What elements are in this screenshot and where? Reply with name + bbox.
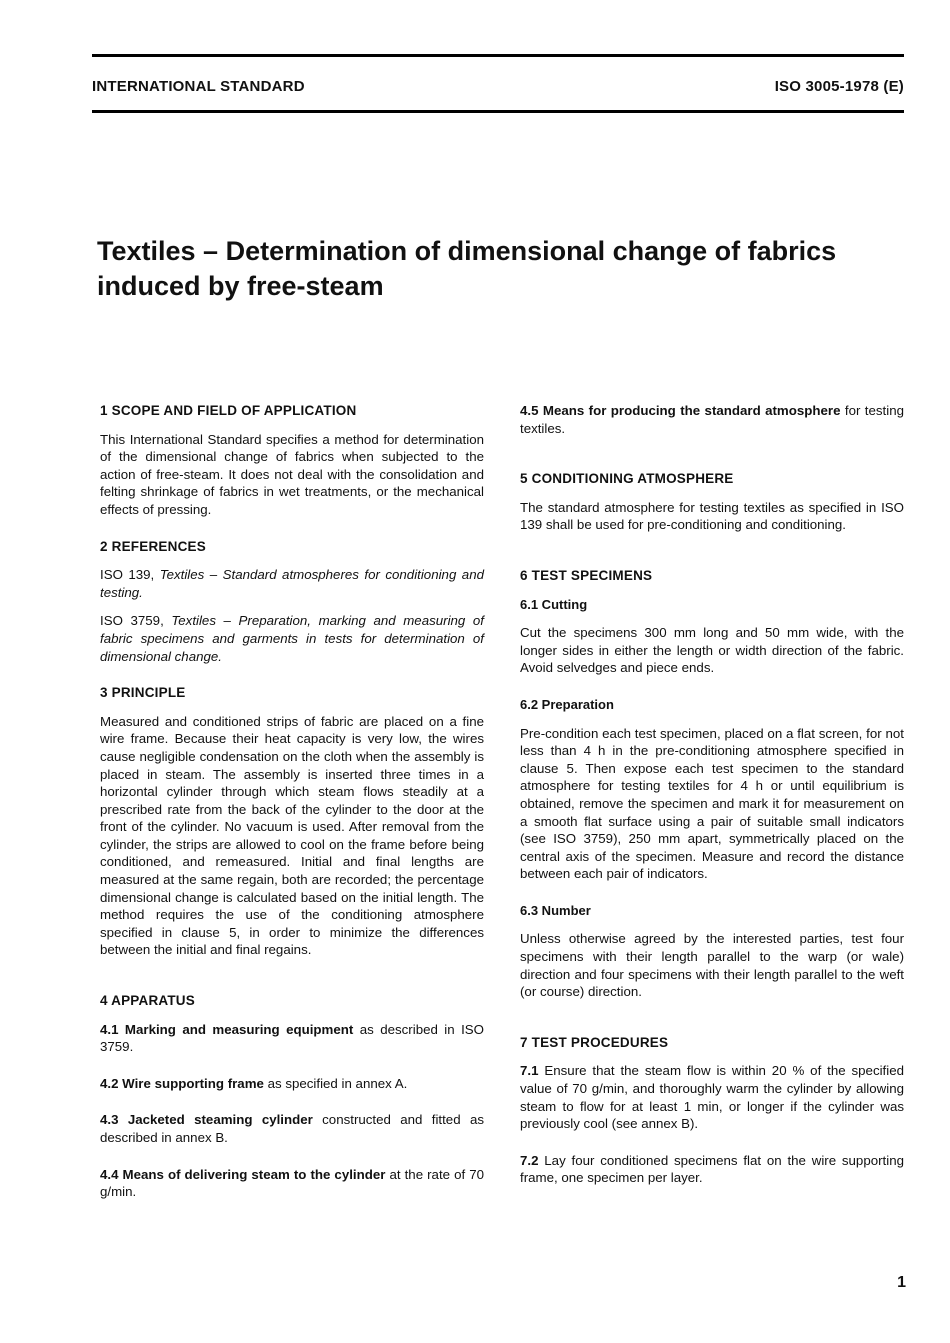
reference-iso-3759 <box>100 612 484 665</box>
clause-4-3-text: constructed and fitted as described in annex B. <box>100 1112 484 1145</box>
ref-1-number: ISO 139, <box>100 567 155 583</box>
clause-6-1-heading: 6.1 Cutting <box>520 596 588 612</box>
clause-4-4-title: 4.4 Means of delivering steam to the cylinder <box>100 1166 386 1182</box>
clause-4-2-text: as specified in annex A. <box>263 1075 408 1091</box>
left-column <box>100 402 484 1212</box>
clause-4-3-title: 4.3 Jacketed steaming cylinder <box>100 1112 313 1128</box>
clause-7-1-number: 7.1 <box>520 1063 539 1079</box>
section-3-body: Measured and conditioned strips of fabric are placed on a fine wire frame. Because their heat capacity is very low, the wires cause negligible condensation on the cloth when the assembly is placed in steam. The assembly is inserted three times in a horizontal cylinder through which steam flows steadily at a prescribed rate from the back of the cylinder to the door at the front of the cylinder. No vacuum is used. After removal from the cylinder, the strips are allowed to cool on the frame before being conditioned, and remeasured. Initial and final lengths are measured at the same regain, both are recorded; the percentage dimensional change is calculated based on the initial length. The method requires the use of the conditioning atmosphere specified in clause 5, in order to minimize the differences between the initial and final regains. <box>100 713 484 958</box>
clause-7-2 <box>520 1152 904 1187</box>
clause-7-2-text: Lay four conditioned specimens flat on the wire supporting frame, one specimen per layer. <box>520 1152 904 1186</box>
section-7-heading: 7 TEST PROCEDURES <box>520 1034 669 1050</box>
header-right: ISO 3005-1978 (E) <box>774 78 904 95</box>
section-2-heading: 2 REFERENCES <box>100 538 206 554</box>
ref-1-title: Textiles – Standard atmospheres for conditioning and testing. <box>100 567 484 600</box>
section-4-heading: 4 APPARATUS <box>100 993 195 1009</box>
header-rule <box>92 110 904 113</box>
clause-4-2-title: 4.2 Wire supporting frame <box>100 1075 264 1091</box>
header-left: INTERNATIONAL STANDARD <box>92 78 305 95</box>
section-6-heading: 6 TEST SPECIMENS <box>520 567 653 583</box>
clause-4-1-text: as described in ISO 3759. <box>100 1021 484 1055</box>
clause-4-5-title: 4.5 Means for producing the standard atmosphere <box>520 403 841 418</box>
clause-7-1-text: Ensure that the steam flow is within 20 % of the specified value of 70 g/min, and thoroughly warm the cylinder by allowing steam to flow for at least 1 min, or longer if the cylinder was previously cool (see annex B). <box>520 1063 904 1132</box>
section-5-body: The standard atmosphere for testing textiles as specified in ISO 139 shall be used for pre-conditioning and conditioning. <box>520 499 904 533</box>
reference-iso-139 <box>100 566 484 601</box>
clause-4-5-text: for testing textiles. <box>520 403 904 436</box>
clause-6-3-heading: 6.3 Number <box>520 902 591 918</box>
clause-4-4 <box>100 1166 484 1201</box>
clause-7-1 <box>520 1062 904 1132</box>
page-number: 1 <box>897 1274 906 1291</box>
top-rule <box>92 54 904 57</box>
clause-4-3 <box>100 1111 484 1146</box>
clause-6-1-body: Cut the specimens 300 mm long and 50 mm wide, with the longer sides in either the length or width direction of the fabric. Avoid selvedges and piece ends. <box>520 625 904 676</box>
title-line-1: Textiles – Determination of dimensional change of fabrics <box>97 236 837 266</box>
clause-6-2-heading: 6.2 Preparation <box>520 696 614 712</box>
right-column <box>520 402 904 1198</box>
section-3-heading: 3 PRINCIPLE <box>100 685 186 701</box>
section-1-heading: 1 SCOPE AND FIELD OF APPLICATION <box>100 403 357 418</box>
clause-6-2-body: Pre-condition each test specimen, placed on a flat screen, for not less than 4 h in the pre-conditioning atmosphere specified in clause 5. Then expose each test specimen to the standard atmosphere for testing textiles for 4 h or until equilibrium is obtained, remove the specimen and mark it for measurement on a smooth flat surface using a pair of suitable small indicators (see ISO 3759), 250 mm apart, symmetrically placed on the central axis of the specimen. Measure and record the distance between each pair of indicators. <box>520 725 904 882</box>
clause-4-2 <box>100 1075 484 1093</box>
document-title <box>97 234 897 304</box>
clause-4-4-text: at the rate of 70 g/min. <box>100 1166 485 1200</box>
section-1-body: This International Standard specifies a method for determination of the dimensional change of fabrics when subjected to the action of free-steam. It does not deal with the consolidation and felting shrinkage of fabrics in wet treatments, or the mechanical effects of pressing. <box>100 431 484 517</box>
clause-7-2-number: 7.2 <box>520 1152 539 1168</box>
clause-4-1-title: 4.1 Marking and measuring equipment <box>100 1021 354 1037</box>
clause-4-5 <box>520 402 904 437</box>
title-line-2: induced by free-steam <box>97 271 384 301</box>
ref-2-number: ISO 3759, <box>100 613 164 629</box>
ref-2-title: Textiles – Preparation, marking and measuring of fabric specimens and garments in tests for determination of dimensional change. <box>100 613 484 664</box>
clause-6-3-body: Unless otherwise agreed by the interested parties, test four specimens with their length parallel to the warp (or wale) direction and four specimens with their length parallel to the weft (or course) direction. <box>520 931 904 1000</box>
clause-4-1 <box>100 1021 484 1056</box>
section-5-heading: 5 CONDITIONING ATMOSPHERE <box>520 471 734 487</box>
